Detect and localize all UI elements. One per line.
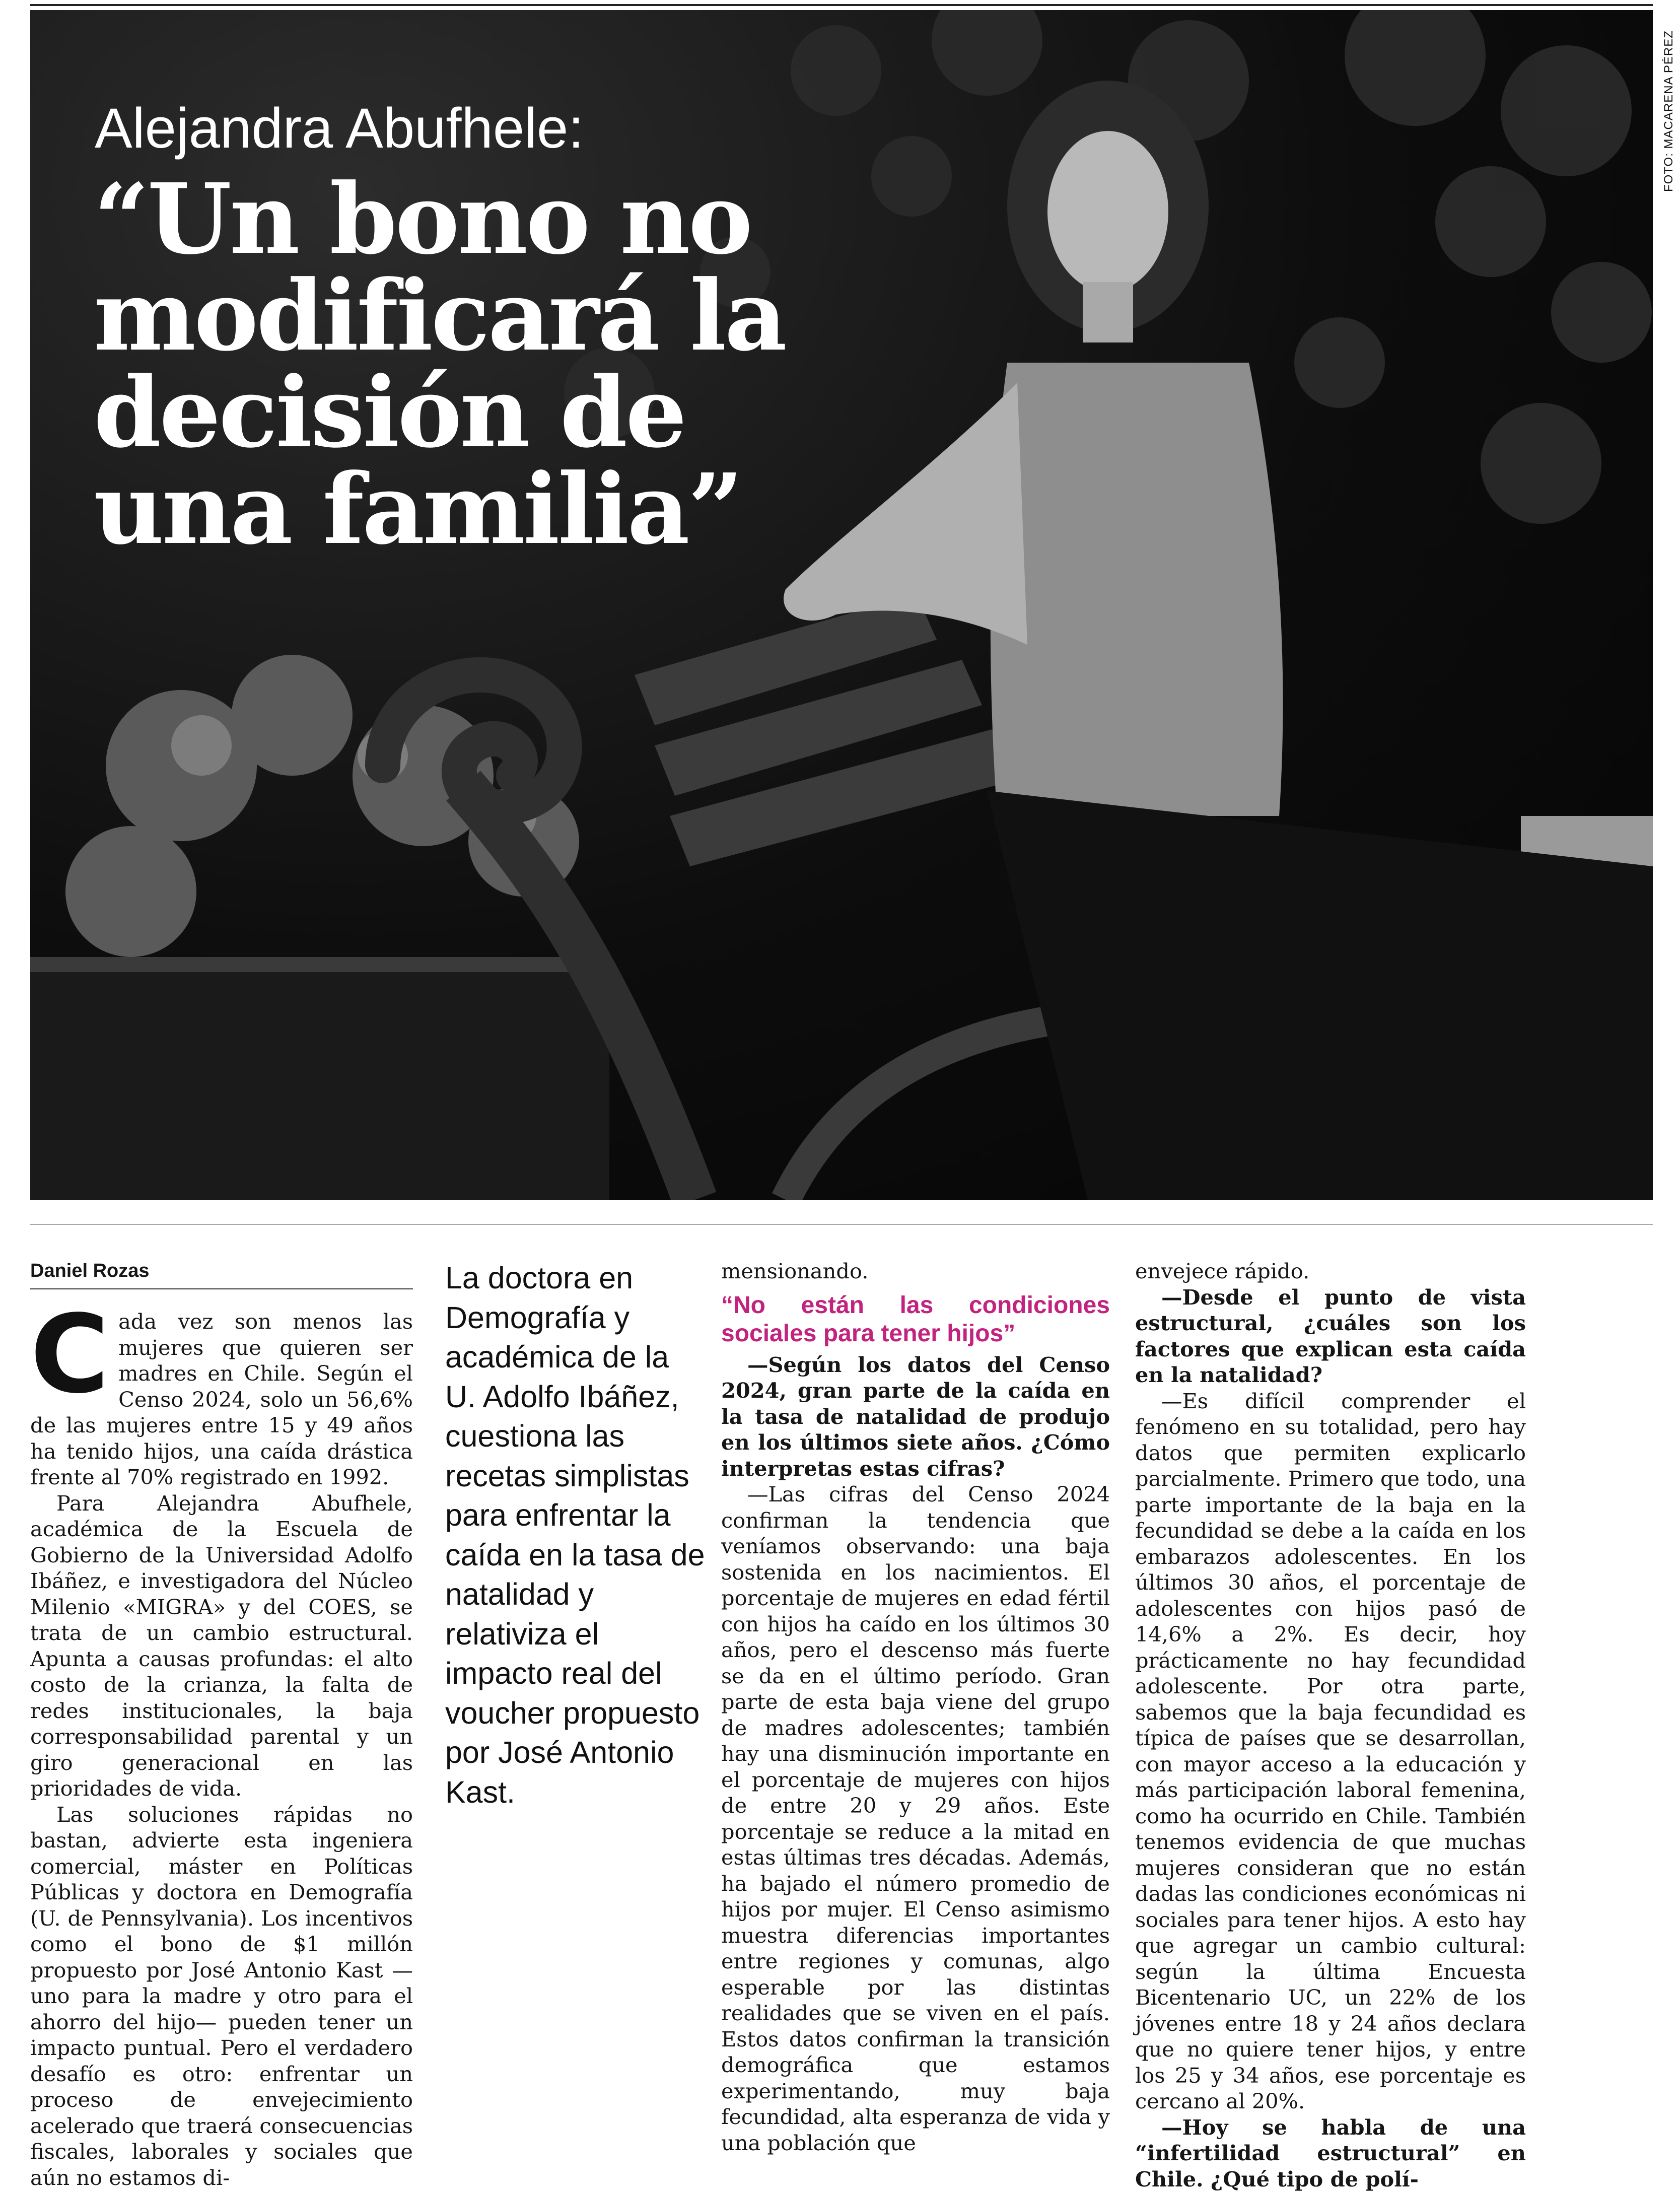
byline: Daniel Rozas <box>30 1260 150 1282</box>
paragraph <box>30 1802 413 2191</box>
kicker: Alejandra Abufhele: <box>95 96 584 161</box>
headline-line: modificará la <box>94 268 799 365</box>
pull-quote: La doctora en Demografía y académica de la U. Adolfo Ibáñez, cuestiona las recetas simplistas para enfrentar la caída en la tasa de natalidad y relativiza el impacto real del voucher propuesto por José Antonio Kast. <box>445 1258 707 1812</box>
section-rule <box>30 1224 1653 1225</box>
paragraph-text: Las soluciones rápidas no bastan, advierte esta ingeniera comercial, máster en Políticas Públicas y doctora en Demografía (U. de Pennsylvania). Los incentivos como el bono de $1 millón propuesto por José Antonio Kast —uno para la madre y otro para el ahorro del hijo— pueden tener un impacto puntual. Pero el verdadero desafío es otro: enfrentar un proceso de envejecimiento acelerado que traerá consecuencias fiscales, laborales y sociales que aún no estamos di- <box>30 1802 413 2191</box>
interview-question <box>1135 1284 1526 1388</box>
article-column-1 <box>30 1309 413 2190</box>
headline <box>94 171 799 558</box>
paragraph <box>30 1490 413 1802</box>
portrait-photo <box>30 10 1653 1200</box>
answer-text: —Es difícil comprender el fenómeno en su totalidad, pero hay datos que permiten explicarlo parcialmente. Primero que todo, una parte importante de la baja en la fecundidad se debe a la caída en los embarazos adolescentes. En los últimos 30 años, el porcentaje de adolescentes con hijos pasó de 14,6% a 2%. Es decir, hoy prácticamente no hay fecundidad adolescente. Por otra parte, sabemos que la baja fecundidad es típica de países que se desarrollan, con mayor acceso a la educación y más participación laboral femenina, como ha ocurrido en Chile. También tenemos evidencia de que muchas mujeres consideran que no están dadas las condiciones económicas ni sociales para tener hijos. A esto hay que agregar un cambio cultural: según la última Encuesta Bicentenario UC, un 22% de los jóvenes entre 18 y 24 años declara que no quiere tener hijos, y entre los 25 y 34 años, ese porcentaje es cercano al 20%. <box>1135 1388 1526 2114</box>
interview-question <box>721 1352 1110 1482</box>
question-text: —Según los datos del Censo 2024, gran parte de la caída en la tasa de natalidad de produjo en los últimos siete años. ¿Cómo interpretas estas cifras? <box>721 1352 1110 1482</box>
lead-paragraph <box>30 1309 413 1490</box>
headline-line: una familia” <box>94 461 799 558</box>
continuation-text: mensionando. <box>721 1258 1110 1284</box>
photo-credit: FOTO: MACARENA PÉREZ <box>1662 30 1677 262</box>
headline-line: decisión de <box>94 365 799 461</box>
article-column-4 <box>1135 1258 1526 2192</box>
top-rule <box>30 4 1653 6</box>
lead-text: ada vez son menos las mujeres que quieren ser madres en Chile. Según el Censo 2024, solo un 56,6% de las mujeres entre 15 y 49 años ha tenido hijos, una caída drástica frente al 70% registrado en 1992. <box>30 1309 413 1489</box>
byline-rule <box>30 1288 413 1289</box>
question-text: —Desde el punto de vista estructural, ¿cuáles son los factores que explican esta caída en la natalidad? <box>1135 1284 1526 1388</box>
headline-line: “Un bono no <box>94 171 799 268</box>
continuation-text: envejece rápido. <box>1135 1258 1526 1284</box>
section-subhead: “No están las condiciones sociales para tener hijos” <box>721 1291 1110 1348</box>
paragraph-text: Para Alejandra Abufhele, académica de la Escuela de Gobierno de la Universidad Adolfo Ibáñez, e investigadora del Núcleo Milenio «MIGRA» y del COES, se trata de un cambio estructural. Apunta a causas profundas: el alto costo de la crianza, la falta de redes institucionales, la baja corresponsabilidad parental y un giro generacional en las prioridades de vida. <box>30 1490 413 1802</box>
interview-answer <box>1135 1388 1526 2114</box>
interview-question <box>1135 2114 1526 2192</box>
drop-cap: C <box>30 1313 109 1397</box>
question-text: —Hoy se habla de una “infertilidad estructural” en Chile. ¿Qué tipo de polí- <box>1135 2114 1526 2192</box>
article-column-3 <box>721 1258 1110 2156</box>
interview-answer <box>721 1481 1110 2156</box>
answer-text: —Las cifras del Censo 2024 confirman la tendencia que veníamos observando: una baja sostenida en los nacimientos. El porcentaje de mujeres en edad fértil con hijos ha caído en los últimos 30 años, pero el descenso más fuerte se da en el último período. Gran parte de esta baja viene del grupo de madres adolescentes; también hay una disminución importante en el porcentaje de mujeres con hijos de entre 20 y 29 años. Este porcentaje se reduce a la mitad en estas últimas tres décadas. Además, ha bajado el número promedio de hijos por mujer. El Censo asimismo muestra diferencias importantes entre regiones y comunas, algo esperable por las distintas realidades que se viven en el país. Estos datos confirman la transición demográfica que estamos experimentando, muy baja fecundidad, alta esperanza de vida y una población que <box>721 1481 1110 2156</box>
